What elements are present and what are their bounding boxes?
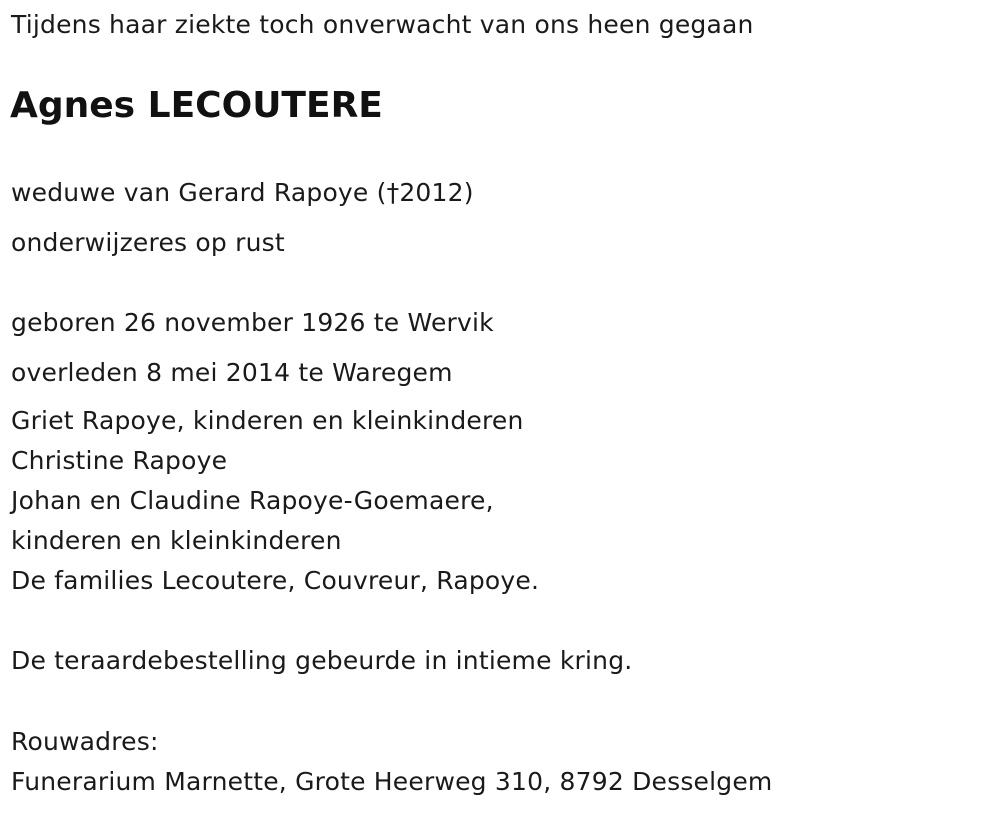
spouse-line [11, 178, 474, 208]
intro-text: Tijdens haar ziekte toch onverwacht van ons heen gegaan [11, 10, 754, 39]
address-label: Rouwadres: [11, 727, 159, 756]
family-line: Christine Rapoye [11, 446, 228, 475]
death-line: overleden 8 mei 2014 te Waregem [11, 358, 453, 387]
spouse-suffix: 2012) [399, 178, 474, 207]
address-line: Funerarium Marnette, Grote Heerweg 310, 8792 Desselgem [11, 767, 773, 796]
spouse-prefix: weduwe van Gerard Rapoye ( [11, 178, 387, 207]
funeral-line: De teraardebestelling gebeurde in intieme kring. [11, 646, 633, 675]
family-line: Griet Rapoye, kinderen en kleinkinderen [11, 406, 524, 435]
cross-icon: † [386, 178, 400, 207]
birth-line: geboren 26 november 1926 te Wervik [11, 308, 494, 337]
family-line: kinderen en kleinkinderen [11, 526, 342, 555]
occupation-line: onderwijzeres op rust [11, 228, 285, 257]
family-line: Johan en Claudine Rapoye-Goemaere, [11, 486, 494, 515]
family-line: De families Lecoutere, Couvreur, Rapoye. [11, 566, 540, 595]
deceased-name: Agnes LECOUTERE [10, 85, 383, 126]
